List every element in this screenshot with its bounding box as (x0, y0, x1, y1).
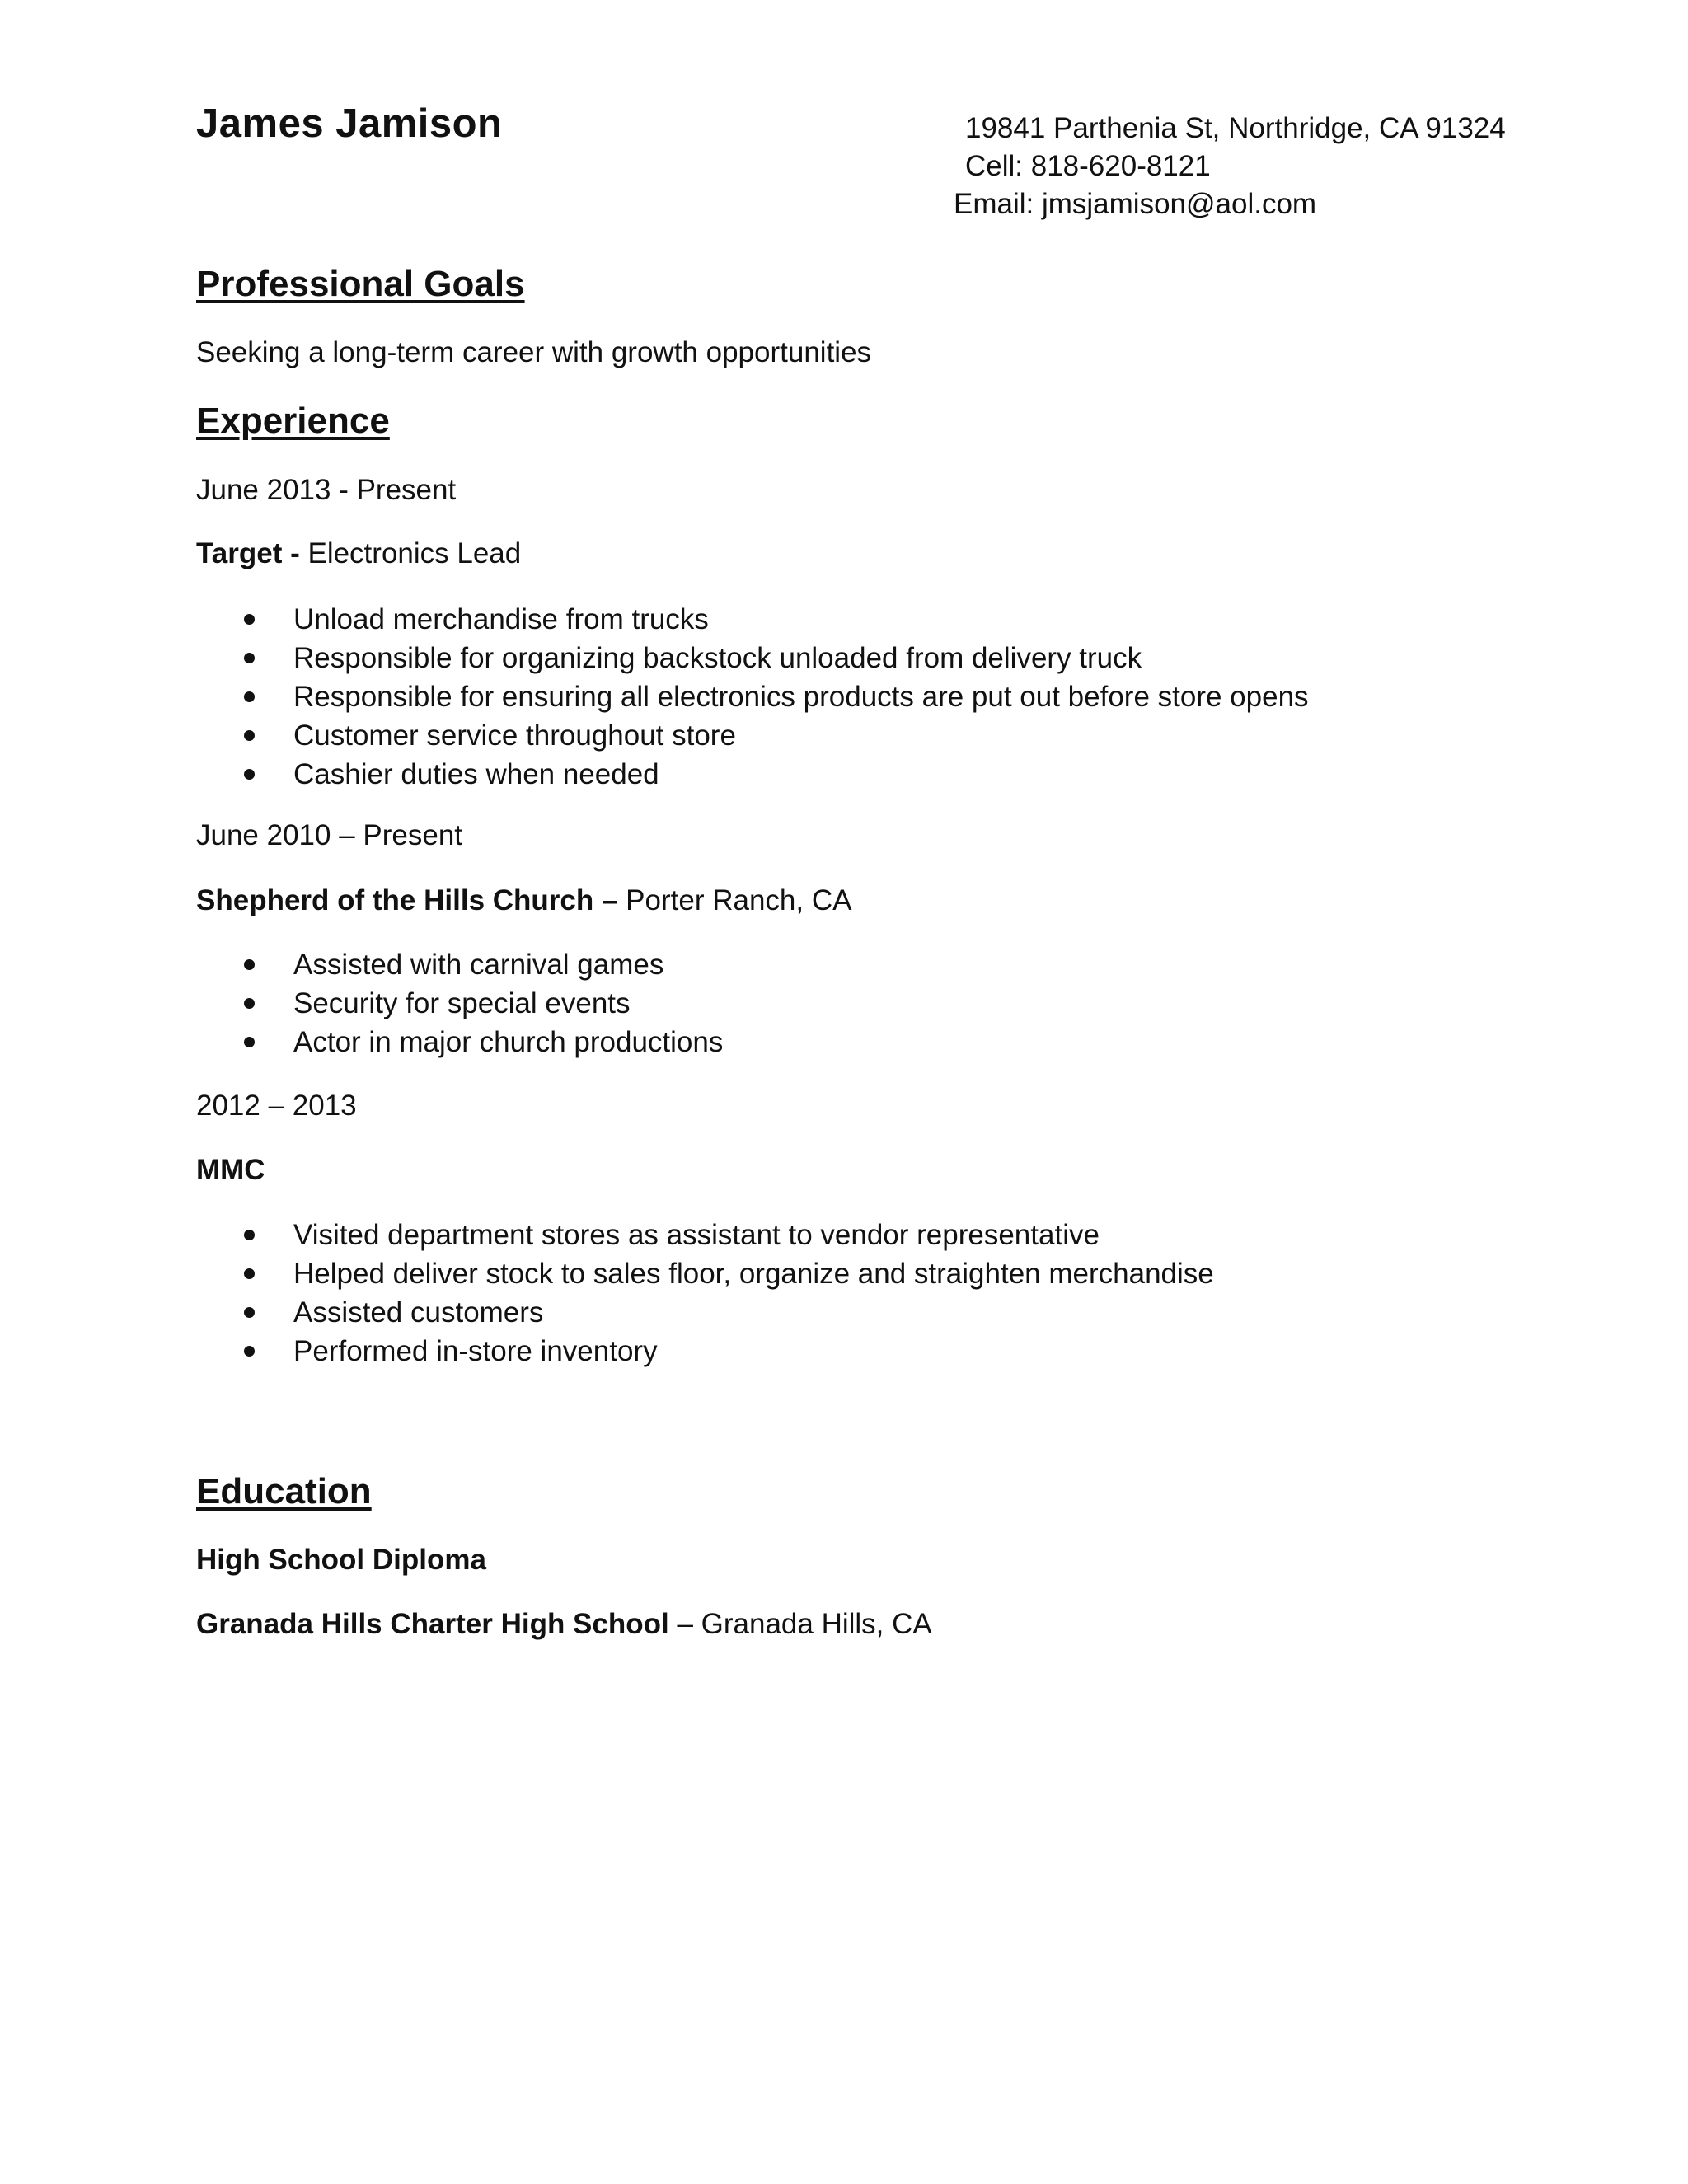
duty-text: Responsible for ensuring all electronics products are put out before store opens (293, 681, 1309, 713)
job-title-line (196, 884, 851, 917)
list-item (244, 716, 1309, 755)
list-item (244, 945, 723, 984)
job-role: Porter Ranch, CA (617, 884, 852, 916)
bullet-icon (244, 730, 255, 741)
list-item (244, 677, 1309, 716)
duty-text: Helped deliver stock to sales floor, organize and straighten merchandise (293, 1258, 1214, 1290)
duty-text: Responsible for organizing backstock unloaded from delivery truck (293, 642, 1142, 674)
job-duties-list (244, 945, 723, 1062)
list-item (244, 755, 1309, 794)
list-item (244, 1023, 723, 1062)
list-item (244, 1254, 1214, 1293)
duty-text: Customer service throughout store (293, 719, 736, 752)
experience-heading: Experience (196, 401, 390, 441)
duty-text: Assisted customers (293, 1296, 544, 1329)
bullet-icon (244, 653, 255, 663)
candidate-name: James Jamison (196, 101, 503, 146)
bullet-icon (244, 1268, 255, 1279)
job-employer: Shepherd of the Hills Church – (196, 884, 618, 916)
job-dates: June 2010 – Present (196, 819, 463, 851)
bullet-icon (244, 691, 255, 702)
bullet-icon (244, 1346, 255, 1357)
education-location: – Granada Hills, CA (668, 1608, 932, 1640)
job-title-line (196, 1154, 265, 1187)
duty-text: Visited department stores as assistant to vendor representative (293, 1219, 1100, 1251)
job-dates: June 2013 - Present (196, 474, 457, 506)
list-item (244, 1332, 1214, 1371)
contact-cell: Cell: 818-620-8121 (965, 150, 1211, 182)
job-employer: MMC (196, 1154, 265, 1186)
contact-address: 19841 Parthenia St, Northridge, CA 91324 (965, 112, 1506, 144)
bullet-icon (244, 1307, 255, 1318)
education-heading: Education (196, 1471, 372, 1511)
bullet-icon (244, 959, 255, 970)
duty-text: Security for special events (293, 987, 631, 1019)
duty-text: Cashier duties when needed (293, 758, 659, 790)
list-item (244, 600, 1309, 639)
duty-text: Unload merchandise from trucks (293, 603, 709, 635)
list-item (244, 639, 1309, 677)
list-item (244, 1216, 1214, 1254)
bullet-icon (244, 1037, 255, 1047)
duty-text: Assisted with carnival games (293, 949, 664, 981)
professional-goals-heading: Professional Goals (196, 264, 525, 304)
job-duties-list (244, 600, 1309, 794)
education-diploma: High School Diploma (196, 1544, 486, 1576)
contact-email: Email: jmsjamison@aol.com (954, 188, 1317, 220)
list-item (244, 984, 723, 1023)
education-school: Granada Hills Charter High School (196, 1608, 669, 1640)
job-role: Electronics Lead (299, 537, 522, 569)
bullet-icon (244, 1230, 255, 1240)
duty-text: Actor in major church productions (293, 1026, 724, 1058)
bullet-icon (244, 614, 255, 625)
professional-goals-text: Seeking a long-term career with growth opportunities (196, 336, 872, 368)
job-dates: 2012 – 2013 (196, 1090, 357, 1122)
bullet-icon (244, 769, 255, 780)
duty-text: Performed in-store inventory (293, 1335, 658, 1367)
job-employer: Target - (196, 537, 300, 569)
bullet-icon (244, 998, 255, 1009)
job-title-line (196, 537, 521, 570)
education-school-line (196, 1608, 932, 1641)
list-item (244, 1293, 1214, 1332)
job-duties-list (244, 1216, 1214, 1371)
